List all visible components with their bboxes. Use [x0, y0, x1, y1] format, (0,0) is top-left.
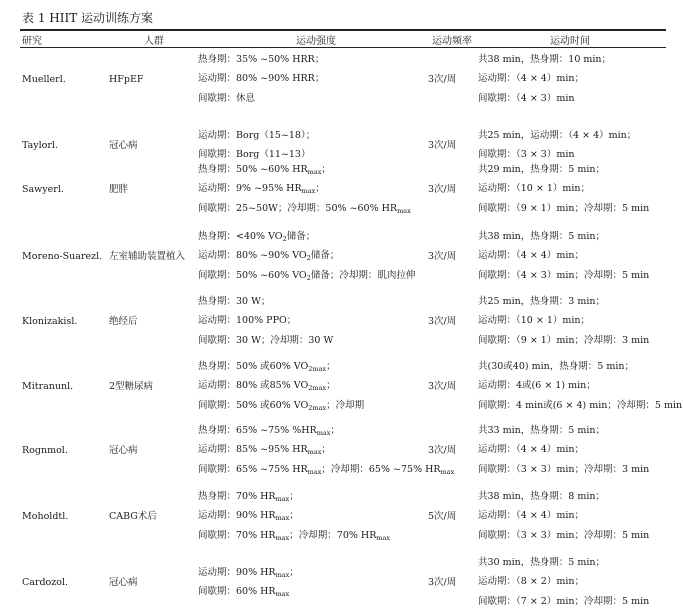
duration-line: 共38 min，热身期：10 min； — [478, 54, 612, 65]
duration-cell — [478, 553, 649, 611]
duration-line: 间歇期：（9 × 1）min；冷却期：5 min — [478, 202, 650, 214]
intensity-line: 运动期：90% $HR_{max}$； — [198, 566, 299, 579]
intensity-line: 间歇期：50% 或60% $VO_{2max}$；冷却期 — [198, 399, 365, 412]
study-name: Klonizakisl. — [22, 315, 78, 327]
header-study: 研究 — [22, 36, 42, 47]
population: 左室辅助装置植入 — [109, 250, 186, 262]
frequency: 3次/周 — [428, 315, 457, 327]
intensity-line: 运动期：100% PPO； — [198, 315, 297, 327]
intensity-line: 间歇期：25~50W；冷却期：50% ~60% $HR_{max}$ — [198, 202, 411, 215]
intensity-cell — [198, 50, 324, 108]
intensity-cell — [198, 227, 415, 285]
duration-line: 运动期：（8 × 2）min； — [478, 576, 585, 588]
header-duration: 运动时间 — [550, 36, 590, 47]
study-name: Moholdtl. — [22, 510, 69, 522]
duration-line: 间歇期：（7 × 2）min；冷却期：5 min — [478, 595, 650, 607]
duration-line: 间歇期：（4 × 3）min — [478, 92, 575, 104]
duration-cell — [478, 487, 649, 545]
duration-cell — [478, 421, 649, 479]
intensity-cell — [198, 421, 457, 479]
intensity-line: 间歇期：65% ~75% $HR_{max}$；冷却期：65% ~75% $HR_{max}$ — [198, 463, 455, 476]
header-intensity: 运动强度 — [296, 36, 336, 47]
intensity-line: 间歇期：Borg（11~13） — [198, 149, 311, 161]
duration-cell — [478, 292, 649, 350]
intensity-line: 热身期：<40% $VO_2$储备； — [198, 231, 316, 243]
duration-cell — [478, 50, 611, 108]
duration-line: 间歇期：（9 × 1）min；冷却期：3 min — [478, 334, 650, 346]
intensity-line: 间歇期：休息 — [198, 92, 256, 104]
intensity-cell — [198, 357, 364, 415]
frequency: 3次/周 — [428, 380, 457, 392]
study-name: Moreno-Suarezl. — [22, 250, 103, 262]
duration-line: 运动期：（10 × 1）min； — [478, 315, 591, 327]
intensity-line: 运动期：85% ~95% $HR_{max}$； — [198, 444, 331, 457]
frequency: 3次/周 — [428, 576, 457, 588]
intensity-cell — [198, 160, 411, 218]
duration-line: 共25 min，运动期：（4 × 4）min； — [478, 129, 637, 141]
frequency: 3次/周 — [428, 139, 457, 151]
duration-line: 运动期：（10 × 1）min； — [478, 183, 591, 195]
intensity-line: 间歇期：50% ~60% $VO_2$储备；冷却期：肌肉拉伸 — [198, 269, 416, 282]
duration-cell — [478, 227, 649, 285]
intensity-line: 热身期：30 W； — [198, 296, 271, 307]
intensity-line: 运动期：80% 或85% $VO_{2max}$； — [198, 380, 336, 393]
duration-line: 间歇期：（3 × 3）min；冷却期：5 min — [478, 529, 650, 541]
duration-line: 共38 min，热身期：5 min； — [478, 231, 606, 242]
study-name: Sawyerl. — [22, 183, 64, 195]
population: 2型糖尿病 — [109, 380, 154, 392]
population: 绝经后 — [109, 315, 138, 327]
header-population: 人群 — [144, 36, 164, 47]
frequency: 3次/周 — [428, 73, 457, 85]
duration-line: 间歇期：（3 × 3）min — [478, 149, 575, 161]
population: HFpEF — [109, 73, 144, 85]
study-name: Mitranunl. — [22, 380, 74, 392]
duration-line: 运动期：4或(6 × 1) min； — [478, 380, 596, 392]
header-frequency: 运动频率 — [432, 36, 472, 47]
intensity-line: 间歇期：70% $HR_{max}$；冷却期：70% $HR_{max}$ — [198, 529, 391, 542]
population: 冠心病 — [109, 576, 138, 588]
duration-cell — [478, 160, 649, 218]
frequency: 3次/周 — [428, 183, 457, 195]
intensity-cell — [198, 126, 315, 165]
duration-line: 共38 min，热身期：8 min； — [478, 491, 606, 502]
population: 肥胖 — [109, 183, 129, 195]
intensity-line: 运动期：80% ~90% $VO_2$储备； — [198, 250, 340, 263]
study-name: Muellerl. — [22, 73, 66, 85]
duration-line: 共33 min，热身期：5 min； — [478, 425, 606, 436]
intensity-line: 间歇期：60% $HR_{max}$ — [198, 586, 290, 599]
duration-line: 运动期：（4 × 4）min； — [478, 73, 585, 85]
frequency: 5次/周 — [428, 510, 457, 522]
duration-line: 共(30或40) min，热身期：5 min； — [478, 361, 635, 372]
study-name: Cardozol. — [22, 576, 69, 588]
table-caption: 表 1 HIIT 运动训练方案 — [22, 11, 154, 25]
intensity-cell — [198, 563, 299, 602]
intensity-line: 间歇期：30 W；冷却期：30 W — [198, 334, 334, 346]
intensity-line: 运动期：9% ~95% $HR_{max}$； — [198, 183, 325, 196]
intensity-line: 热身期：50% 或60% $VO_{2max}$； — [198, 361, 336, 373]
duration-cell — [478, 357, 682, 415]
duration-line: 间歇期：（4 × 3）min；冷却期：5 min — [478, 269, 650, 281]
intensity-line: 热身期：65% ~75% $\%HR_{max}$； — [198, 425, 340, 437]
intensity-line: 运动期：80% ~90% HRR； — [198, 73, 325, 85]
intensity-line: 热身期：35% ~50% HRR； — [198, 54, 325, 65]
duration-line: 共30 min，热身期：5 min； — [478, 557, 606, 568]
intensity-line: 热身期：50% ~60% $HR_{max}$； — [198, 164, 331, 176]
population: 冠心病 — [109, 444, 138, 456]
frequency: 3次/周 — [428, 250, 457, 262]
study-name: Rognmol. — [22, 444, 68, 456]
population: CABG术后 — [109, 510, 157, 522]
table-top-rule — [20, 29, 666, 31]
population: 冠心病 — [109, 139, 138, 151]
frequency: 3次/周 — [428, 444, 457, 456]
duration-cell — [478, 126, 636, 165]
intensity-line: 热身期：70% $HR_{max}$； — [198, 491, 299, 503]
intensity-cell — [198, 487, 390, 545]
duration-line: 运动期：（4 × 4）min； — [478, 510, 585, 522]
duration-line: 共29 min，热身期：5 min； — [478, 164, 606, 175]
duration-line: 间歇期：（3 × 3）min；冷却期：3 min — [478, 463, 650, 475]
intensity-line: 运动期：90% $HR_{max}$； — [198, 510, 299, 523]
table-header-rule — [20, 47, 666, 48]
duration-line: 间歇期：4 min或(6 × 4) min；冷却期：5 min — [478, 399, 683, 411]
duration-line: 运动期：（4 × 4）min； — [478, 250, 585, 262]
duration-line: 共25 min，热身期：3 min； — [478, 296, 606, 307]
duration-line: 运动期：（4 × 4）min； — [478, 444, 585, 456]
intensity-line: 运动期：Borg（15~18）； — [198, 129, 316, 141]
study-name: Taylorl. — [22, 139, 58, 151]
intensity-cell — [198, 292, 333, 350]
